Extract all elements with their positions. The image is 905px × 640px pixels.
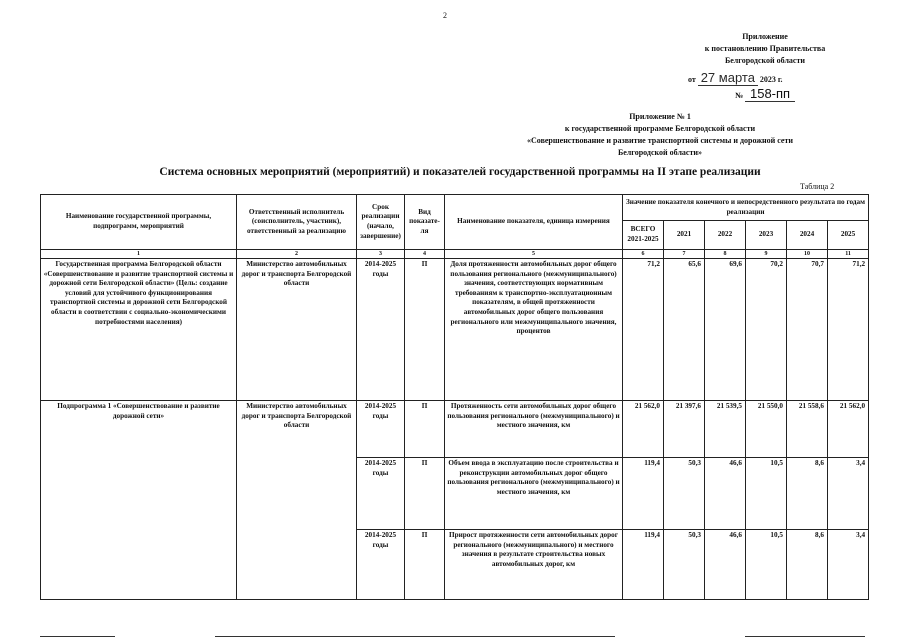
column-index: 8 (705, 250, 746, 259)
document-title: Система основных мероприятий (мероприятий) и показателей государственной программы на II этапе реализации (159, 166, 761, 178)
row-value-2023: 70,2 (746, 259, 787, 401)
page-number: 2 (443, 11, 447, 20)
header-responsible: Ответственный исполнитель (соисполнитель, участник), ответственный за реализацию (237, 195, 357, 250)
row-value-2022: 21 539,5 (705, 401, 746, 458)
program-appendix-line-3: Белгородской области» (617, 148, 703, 157)
header-year-2022: 2022 (705, 221, 746, 250)
row-kind: П (405, 530, 445, 600)
row-indicator: Протяженность сети автомобильных дорог общего пользования регионального (межмуниципального) и местного значения, км (445, 401, 623, 458)
column-index: 11 (828, 250, 869, 259)
header-row-1 (41, 195, 869, 221)
table-label: Таблица 2 (800, 182, 835, 191)
row-total: 71,2 (623, 259, 664, 401)
row-value-2023: 10,5 (746, 458, 787, 530)
row-responsible: Министерство автомобильных дорог и транспорта Белгородской области (237, 259, 357, 401)
program-appendix-block (500, 111, 820, 159)
column-index: 9 (746, 250, 787, 259)
date-prefix: от (688, 75, 696, 84)
header-period: Срок реализации (начало, завершение) (357, 195, 405, 250)
row-value-2025: 21 562,0 (828, 401, 869, 458)
header-values-group: Значение показателя конечного и непосредственного результата по годам реализации (623, 195, 869, 221)
header-year-2021: 2021 (664, 221, 705, 250)
date-suffix: 2023 г. (759, 75, 783, 84)
row-value-2022: 46,6 (705, 458, 746, 530)
row-value-2024: 8,6 (787, 530, 828, 600)
row-period: 2014-2025 годы (357, 401, 405, 458)
header-indicator: Наименование показателя, единица измерения (445, 195, 623, 250)
row-kind: П (405, 259, 445, 401)
column-index: 2 (237, 250, 357, 259)
footer-scan-line (40, 636, 115, 637)
column-index: 3 (357, 250, 405, 259)
row-kind: П (405, 458, 445, 530)
resolution-date-line (688, 70, 783, 86)
row-value-2024: 21 558,6 (787, 401, 828, 458)
header-total: ВСЕГО 2021-2025 (623, 221, 664, 250)
row-kind: П (405, 401, 445, 458)
row-responsible: Министерство автомобильных дорог и транспорта Белгородской области (237, 401, 357, 600)
column-index: 7 (664, 250, 705, 259)
column-index: 6 (623, 250, 664, 259)
appendix-title: Приложение (742, 32, 788, 41)
row-indicator: Прирост протяженности сети автомобильных дорог регионального (межмуниципального) и местного значения в результате строительства новых автомобильных дорог, км (445, 530, 623, 600)
row-value-2023: 21 550,0 (746, 401, 787, 458)
row-value-2021: 65,6 (664, 259, 705, 401)
row-period: 2014-2025 годы (357, 458, 405, 530)
row-name: Подпрограмма 1 «Совершенствование и развитие дорожной сети» (41, 401, 237, 600)
row-value-2022: 69,6 (705, 259, 746, 401)
row-value-2024: 70,7 (787, 259, 828, 401)
column-index: 10 (787, 250, 828, 259)
indicators-table (40, 194, 869, 600)
row-value-2025: 3,4 (828, 530, 869, 600)
row-indicator: Доля протяженности автомобильных дорог общего пользования регионального (межмуниципального) значения, соответствующих нормативным требованиям к транспортно-эксплуатационным показателям, в общей протяженности автомобильных дорог общего пользования регионального или межмуниципального значения, процентов (445, 259, 623, 401)
program-appendix-title: Приложение № 1 (629, 112, 691, 121)
handwritten-date: 27 марта (698, 70, 758, 86)
footer-scan-line (215, 636, 615, 637)
row-total: 119,4 (623, 530, 664, 600)
row-period: 2014-2025 годы (357, 530, 405, 600)
header-year-2024: 2024 (787, 221, 828, 250)
program-appendix-line-2: «Совершенствование и развитие транспортной системы и дорожной сети (526, 136, 794, 145)
row-indicator: Объем ввода в эксплуатацию после строительства и реконструкции автомобильных дорог общего пользования регионального (межмуниципального) и местного значения, км (445, 458, 623, 530)
column-index: 4 (405, 250, 445, 259)
row-value-2021: 50,3 (664, 530, 705, 600)
header-year-2023: 2023 (746, 221, 787, 250)
table-row (41, 259, 869, 401)
row-value-2025: 71,2 (828, 259, 869, 401)
header-year-2025: 2025 (828, 221, 869, 250)
row-total: 119,4 (623, 458, 664, 530)
header-name: Наименование государственной программы, подпрограмм, мероприятий (41, 195, 237, 250)
row-value-2021: 21 397,6 (664, 401, 705, 458)
footer-scan-line (745, 636, 865, 637)
number-prefix: № (735, 91, 744, 100)
row-value-2023: 10,5 (746, 530, 787, 600)
row-period: 2014-2025 годы (357, 259, 405, 401)
program-appendix-line-1: к государственной программе Белгородской области (564, 124, 756, 133)
column-index: 5 (445, 250, 623, 259)
header-kind: Вид показате-ля (405, 195, 445, 250)
row-value-2021: 50,3 (664, 458, 705, 530)
resolution-appendix-block (640, 31, 890, 67)
appendix-line-2: Белгородской области (724, 56, 806, 65)
table-row (41, 401, 869, 458)
appendix-line-1: к постановлению Правительства (704, 44, 826, 53)
resolution-number-line (735, 86, 795, 102)
row-value-2022: 46,6 (705, 530, 746, 600)
row-value-2025: 3,4 (828, 458, 869, 530)
column-index-row (41, 250, 869, 259)
row-total: 21 562,0 (623, 401, 664, 458)
handwritten-number: 158-пп (745, 86, 795, 102)
row-name: Государственная программа Белгородской области «Совершенствование и развитие транспортной системы и дорожной сети Белгородской области» (Цель: создание условий для устойчивого функционирования транспортной системы и дорожной сети Белгородской области в соответствии с социально-экономическими потребностями населения) (41, 259, 237, 401)
column-index: 1 (41, 250, 237, 259)
row-value-2024: 8,6 (787, 458, 828, 530)
